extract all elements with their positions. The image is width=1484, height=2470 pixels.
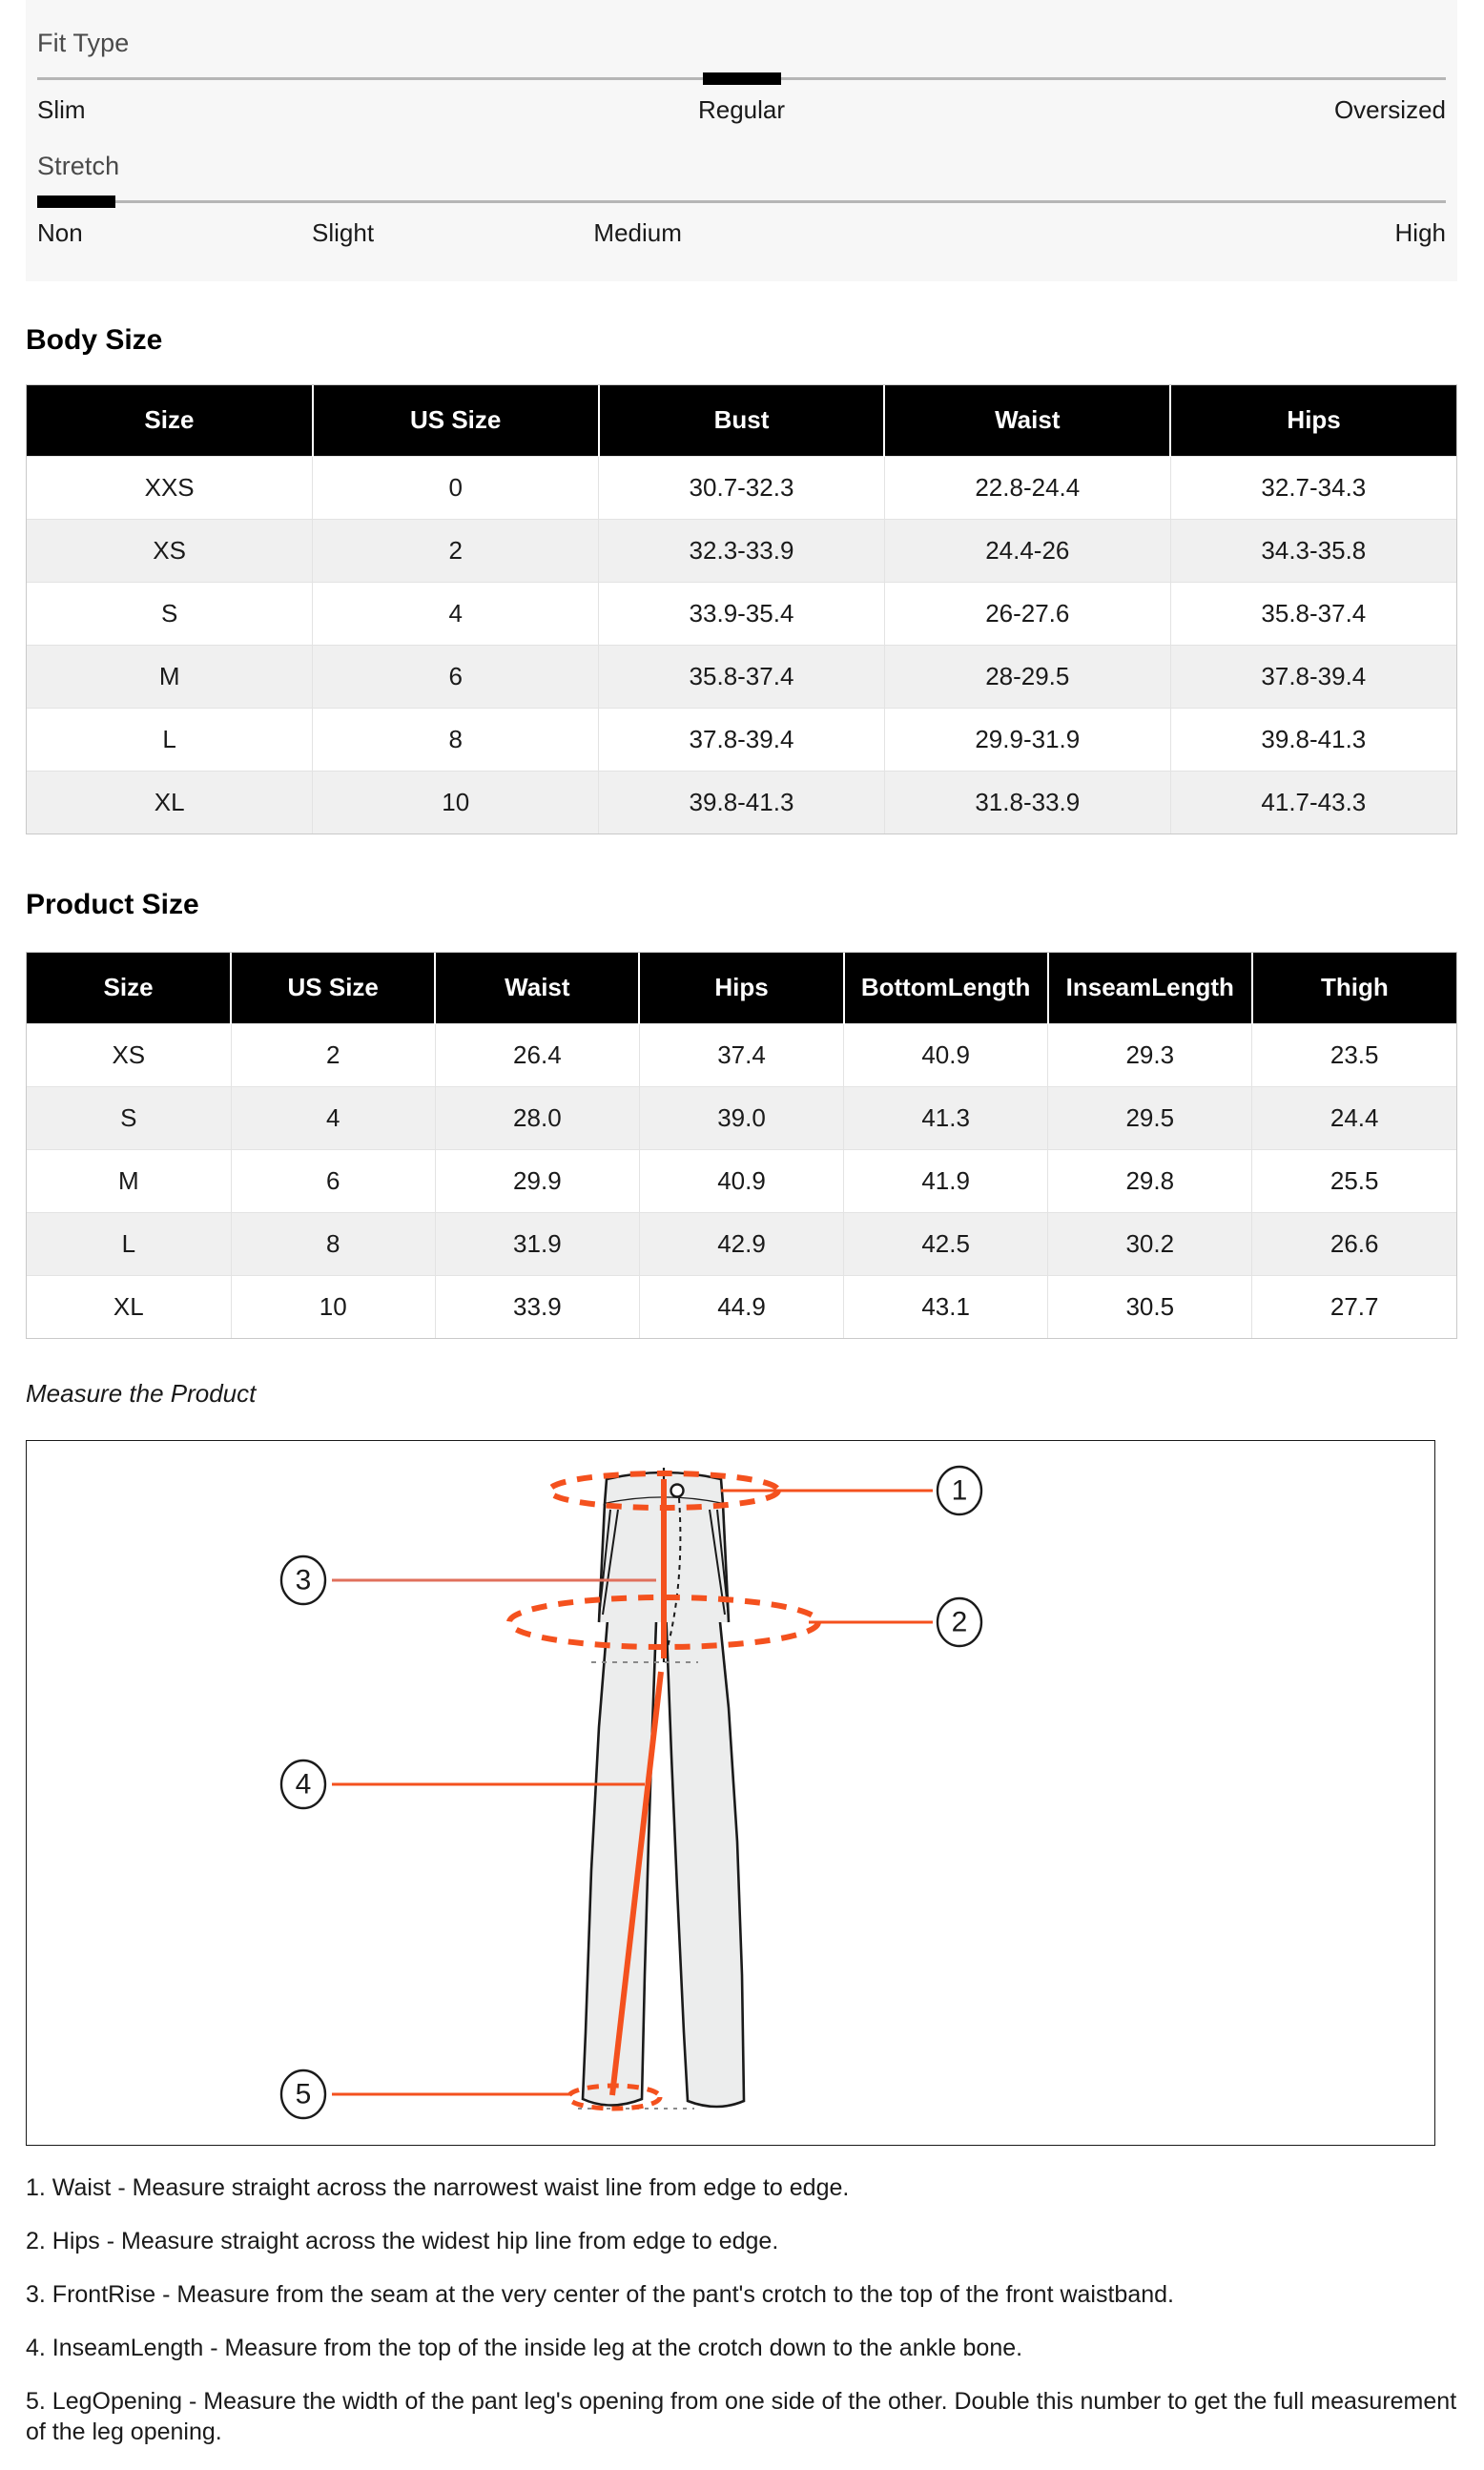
column-header-us-size: US Size <box>313 385 599 456</box>
table-cell: 6 <box>231 1149 435 1212</box>
table-cell: 32.3-33.9 <box>599 519 885 582</box>
table-cell: 44.9 <box>639 1275 843 1338</box>
measurement-note-1: 1. Waist - Measure straight across the narrowest waist line from edge to edge. <box>26 2174 850 2201</box>
table-cell: L <box>27 708 313 771</box>
marker-3-label: 3 <box>295 1564 312 1596</box>
table-cell: XL <box>27 1275 231 1338</box>
table-row <box>27 1023 1456 1086</box>
table-header-row <box>27 953 1456 1023</box>
pants-diagram-svg <box>27 1441 1434 2145</box>
table-cell: S <box>27 1086 231 1149</box>
table-cell: 37.8-39.4 <box>1170 645 1456 708</box>
product-size-table <box>27 953 1456 1338</box>
fit-attributes-panel <box>26 0 1457 281</box>
table-cell: 33.9 <box>435 1275 639 1338</box>
body-size-heading: Body Size <box>26 324 163 356</box>
body-size-table <box>27 385 1456 834</box>
table-cell: 39.8-41.3 <box>1170 708 1456 771</box>
stretch-slider-thumb[interactable] <box>37 196 115 208</box>
table-cell: 35.8-37.4 <box>599 645 885 708</box>
measurement-note-3: 3. FrontRise - Measure from the seam at the very center of the pant's crotch to the top of the front waistband. <box>26 2281 1174 2308</box>
stretch-option-non[interactable]: Non <box>37 218 83 247</box>
table-cell: 41.3 <box>844 1086 1048 1149</box>
column-header-size: Size <box>27 385 313 456</box>
table-cell: 35.8-37.4 <box>1170 582 1456 645</box>
table-cell: 39.8-41.3 <box>599 771 885 834</box>
table-cell: 0 <box>313 456 599 519</box>
table-cell: 10 <box>231 1275 435 1338</box>
table-cell: 43.1 <box>844 1275 1048 1338</box>
measurement-note-5: 5. LegOpening - Measure the width of the pant leg's opening from one side of the other. Double this number to get the full measurement of the leg opening. <box>26 2388 1457 2445</box>
table-cell: XS <box>27 1023 231 1086</box>
table-cell: 37.8-39.4 <box>599 708 885 771</box>
column-header-bottomlength: BottomLength <box>844 953 1048 1023</box>
fit-type-group <box>26 29 1457 128</box>
waist-button-icon <box>671 1485 684 1497</box>
table-cell: 23.5 <box>1252 1023 1456 1086</box>
fit-type-slider[interactable] <box>37 77 1446 80</box>
fit-type-scale <box>37 95 1446 128</box>
fit-type-slider-thumb[interactable] <box>703 72 781 85</box>
table-cell: 41.7-43.3 <box>1170 771 1456 834</box>
table-cell: 29.9-31.9 <box>884 708 1170 771</box>
measure-the-product-caption: Measure the Product <box>26 1379 257 1408</box>
table-cell: 31.9 <box>435 1212 639 1275</box>
table-cell: 39.0 <box>639 1086 843 1149</box>
column-header-thigh: Thigh <box>1252 953 1456 1023</box>
marker-4 <box>281 1760 325 1808</box>
stretch-slider[interactable] <box>37 200 1446 203</box>
table-row <box>27 708 1456 771</box>
table-cell: XL <box>27 771 313 834</box>
product-measurement-diagram <box>26 1440 1435 2146</box>
table-cell: 40.9 <box>639 1149 843 1212</box>
table-cell: 6 <box>313 645 599 708</box>
measurement-note-4: 4. InseamLength - Measure from the top of the inside leg at the crotch down to the ankle bone. <box>26 2335 1023 2361</box>
table-cell: L <box>27 1212 231 1275</box>
table-cell: 2 <box>313 519 599 582</box>
table-cell: 34.3-35.8 <box>1170 519 1456 582</box>
marker-5 <box>281 2070 325 2118</box>
table-cell: 25.5 <box>1252 1149 1456 1212</box>
table-row <box>27 771 1456 834</box>
table-row <box>27 582 1456 645</box>
table-cell: 4 <box>313 582 599 645</box>
column-header-waist: Waist <box>884 385 1170 456</box>
table-cell: 41.9 <box>844 1149 1048 1212</box>
stretch-label: Stretch <box>37 152 120 180</box>
marker-2-label: 2 <box>951 1606 968 1638</box>
stretch-option-medium[interactable]: Medium <box>593 218 682 247</box>
table-cell: 29.8 <box>1048 1149 1252 1212</box>
marker-3 <box>281 1556 325 1604</box>
table-cell: M <box>27 645 313 708</box>
table-cell: 28-29.5 <box>884 645 1170 708</box>
table-cell: 40.9 <box>844 1023 1048 1086</box>
measurement-note-2: 2. Hips - Measure straight across the widest hip line from edge to edge. <box>26 2228 779 2254</box>
column-header-hips: Hips <box>1170 385 1456 456</box>
table-cell: XS <box>27 519 313 582</box>
marker-5-label: 5 <box>295 2078 312 2110</box>
table-cell: 27.7 <box>1252 1275 1456 1338</box>
table-cell: 32.7-34.3 <box>1170 456 1456 519</box>
table-cell: 31.8-33.9 <box>884 771 1170 834</box>
table-cell: 30.2 <box>1048 1212 1252 1275</box>
table-cell: 26.6 <box>1252 1212 1456 1275</box>
column-header-us-size: US Size <box>231 953 435 1023</box>
table-row <box>27 1212 1456 1275</box>
column-header-inseamlength: InseamLength <box>1048 953 1252 1023</box>
table-cell: 22.8-24.4 <box>884 456 1170 519</box>
product-size-heading: Product Size <box>26 889 199 920</box>
fit-type-option-regular[interactable]: Regular <box>697 95 786 124</box>
table-cell: 8 <box>231 1212 435 1275</box>
stretch-group <box>26 152 1457 251</box>
table-cell: 28.0 <box>435 1086 639 1149</box>
table-cell: 33.9-35.4 <box>599 582 885 645</box>
marker-4-label: 4 <box>295 1768 312 1801</box>
table-cell: M <box>27 1149 231 1212</box>
table-cell: 29.3 <box>1048 1023 1252 1086</box>
table-cell: 29.9 <box>435 1149 639 1212</box>
table-row <box>27 1275 1456 1338</box>
column-header-waist: Waist <box>435 953 639 1023</box>
fit-type-label: Fit Type <box>37 29 130 57</box>
table-header-row <box>27 385 1456 456</box>
marker-2 <box>938 1598 981 1646</box>
table-cell: 30.5 <box>1048 1275 1252 1338</box>
marker-1-label: 1 <box>951 1474 968 1507</box>
table-cell: 29.5 <box>1048 1086 1252 1149</box>
product-size-table-container <box>26 952 1457 1339</box>
table-row <box>27 519 1456 582</box>
table-row <box>27 456 1456 519</box>
table-cell: S <box>27 582 313 645</box>
column-header-hips: Hips <box>639 953 843 1023</box>
table-cell: 42.9 <box>639 1212 843 1275</box>
table-cell: 24.4-26 <box>884 519 1170 582</box>
fit-type-option-slim[interactable]: Slim <box>37 95 86 124</box>
marker-1 <box>938 1467 981 1514</box>
table-cell: 8 <box>313 708 599 771</box>
table-cell: 2 <box>231 1023 435 1086</box>
table-row <box>27 645 1456 708</box>
column-header-size: Size <box>27 953 231 1023</box>
table-cell: 4 <box>231 1086 435 1149</box>
table-cell: 37.4 <box>639 1023 843 1086</box>
table-cell: 26.4 <box>435 1023 639 1086</box>
table-cell: 24.4 <box>1252 1086 1456 1149</box>
measurement-notes-list <box>26 2172 1461 2470</box>
table-cell: 30.7-32.3 <box>599 456 885 519</box>
stretch-option-high[interactable]: High <box>1394 218 1446 247</box>
table-cell: 10 <box>313 771 599 834</box>
body-size-table-container <box>26 384 1457 834</box>
table-cell: 26-27.6 <box>884 582 1170 645</box>
stretch-option-slight[interactable]: Slight <box>312 218 375 247</box>
table-row <box>27 1086 1456 1149</box>
table-cell: XXS <box>27 456 313 519</box>
fit-type-option-oversized[interactable]: Oversized <box>1333 95 1446 124</box>
table-cell: 42.5 <box>844 1212 1048 1275</box>
stretch-scale <box>37 218 1446 251</box>
table-row <box>27 1149 1456 1212</box>
column-header-bust: Bust <box>599 385 885 456</box>
